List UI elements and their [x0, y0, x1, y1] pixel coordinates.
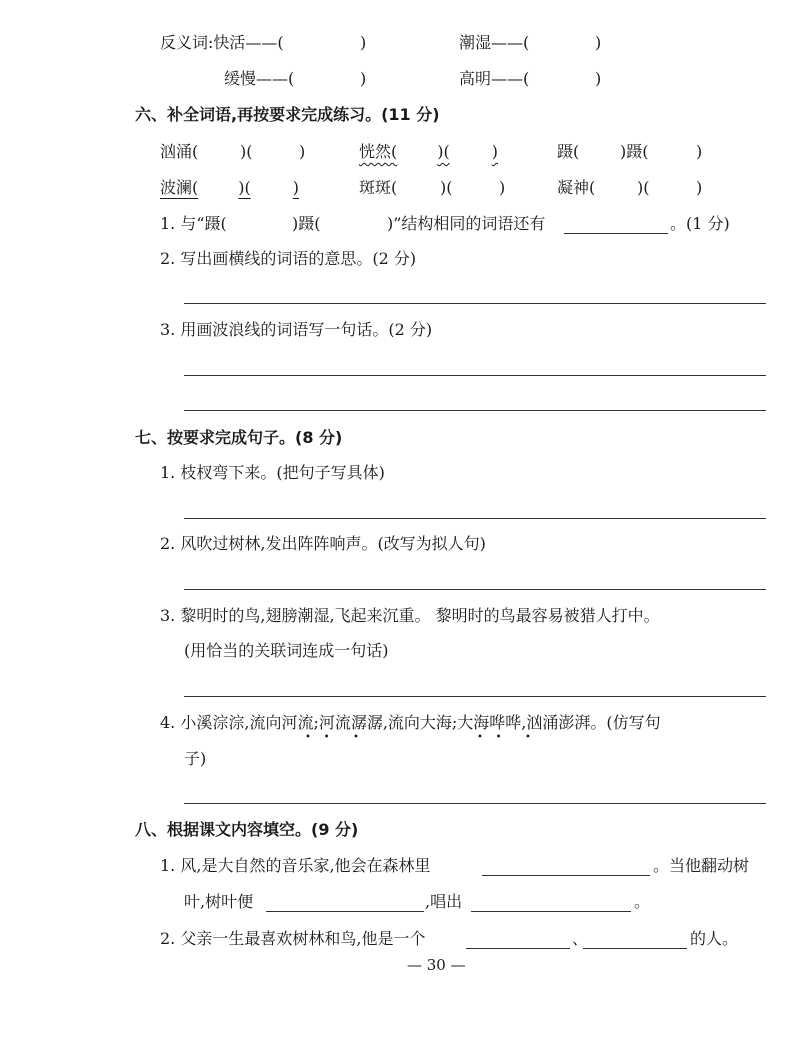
q6-1-answer-line[interactable]	[564, 233, 668, 234]
q8-1-blank-1[interactable]	[482, 875, 650, 876]
word-ningshen-end: )	[696, 178, 703, 197]
word-ningshen: 凝神(	[557, 178, 596, 197]
q7-4-line2: 子)	[184, 749, 207, 768]
q6-2-answer-line[interactable]	[184, 303, 766, 304]
emphasis-dot-chan2: •	[353, 732, 359, 743]
section6-title: 六、补全词语,再按要求完成练习。(11 分)	[135, 105, 440, 124]
q8-1-d: ,唱出	[425, 892, 463, 911]
q6-1-pre: 1. 与“蹑(	[160, 214, 227, 233]
emphasis-dot-hua2: •	[525, 732, 531, 743]
q8-1-blank-3[interactable]	[471, 911, 631, 912]
q7-3-answer-line[interactable]	[184, 696, 766, 697]
q8-1-blank-2[interactable]	[266, 911, 424, 912]
antonym-label: 反义词:快活——(	[160, 33, 284, 52]
word-bolan-underlined: 波澜( )( )	[160, 178, 299, 197]
q7-3-line1: 3. 黎明时的鸟,翅膀潮湿,飞起来沉重。 黎明时的鸟最容易被猎人打中。	[160, 606, 660, 625]
q7-4-answer-line[interactable]	[184, 803, 766, 804]
q8-2-b: 、	[572, 929, 589, 948]
q7-2-answer-line[interactable]	[184, 589, 766, 590]
antonym-3: 缓慢——(	[224, 69, 295, 88]
q7-2-text: 2. 风吹过树林,发出阵阵响声。(改写为拟人句)	[160, 534, 486, 553]
antonym-close-2: )	[595, 33, 602, 52]
antonym-2: 潮湿——(	[459, 33, 530, 52]
section7-title: 七、按要求完成句子。(8 分)	[135, 428, 343, 447]
q6-3-answer-line-2[interactable]	[184, 410, 766, 411]
emphasis-dots-chanchan: • •	[305, 732, 330, 743]
q7-1-text: 1. 枝杈弯下来。(把句子写具体)	[160, 463, 385, 482]
q7-1-answer-line[interactable]	[184, 518, 766, 519]
q6-3-text: 3. 用画波浪线的词语写一句话。(2 分)	[160, 320, 433, 339]
word-huangran-wavy: 恍然( )( )	[359, 142, 498, 161]
antonym-close-3: )	[360, 69, 367, 88]
q8-2-a: 2. 父亲一生最喜欢树林和鸟,他是一个	[160, 929, 426, 948]
antonym-close-4: )	[595, 69, 602, 88]
word-banban-end: )	[499, 178, 506, 197]
q6-1-end: 。(1 分)	[670, 214, 730, 233]
q8-1-c: 叶,树叶便	[184, 892, 254, 911]
section8-title: 八、根据课文内容填空。(9 分)	[135, 820, 359, 839]
q6-1-post: )”结构相同的词语还有	[387, 214, 546, 233]
word-nie-mid: )蹑(	[620, 142, 649, 161]
word-xiongyong-end: )	[299, 142, 306, 161]
q8-1-b: 。当他翻动树	[653, 856, 750, 875]
antonym-close-1: )	[360, 33, 367, 52]
word-xiongyong-mid: )(	[240, 142, 253, 161]
word-ningshen-mid: )(	[637, 178, 650, 197]
q6-2-text: 2. 写出画横线的词语的意思。(2 分)	[160, 249, 417, 268]
q7-3-line2: (用恰当的关联词连成一句话)	[184, 641, 389, 660]
q8-2-blank-1[interactable]	[466, 948, 570, 949]
word-banban-mid: )(	[440, 178, 453, 197]
word-nie-end: )	[696, 142, 703, 161]
word-xiongyong: 汹涌(	[160, 142, 199, 161]
q8-2-c: 的人。	[690, 929, 739, 948]
q8-1-a: 1. 风,是大自然的音乐家,他会在森林里	[160, 856, 431, 875]
q8-2-blank-2[interactable]	[583, 948, 687, 949]
q6-3-answer-line-1[interactable]	[184, 375, 766, 376]
antonym-4: 高明——(	[459, 69, 530, 88]
page-number: — 30 —	[407, 956, 466, 974]
word-banban: 斑斑(	[359, 178, 398, 197]
q6-1-mid: )蹑(	[292, 214, 321, 233]
emphasis-dots-huahua: • •	[477, 732, 502, 743]
q8-1-e: 。	[634, 892, 651, 911]
word-nie: 蹑(	[557, 142, 580, 161]
q7-4-line1: 4. 小溪淙淙,流向河流;河流潺潺,流向大海;大海哗哗,汹涌澎湃。(仿写句	[160, 713, 661, 732]
